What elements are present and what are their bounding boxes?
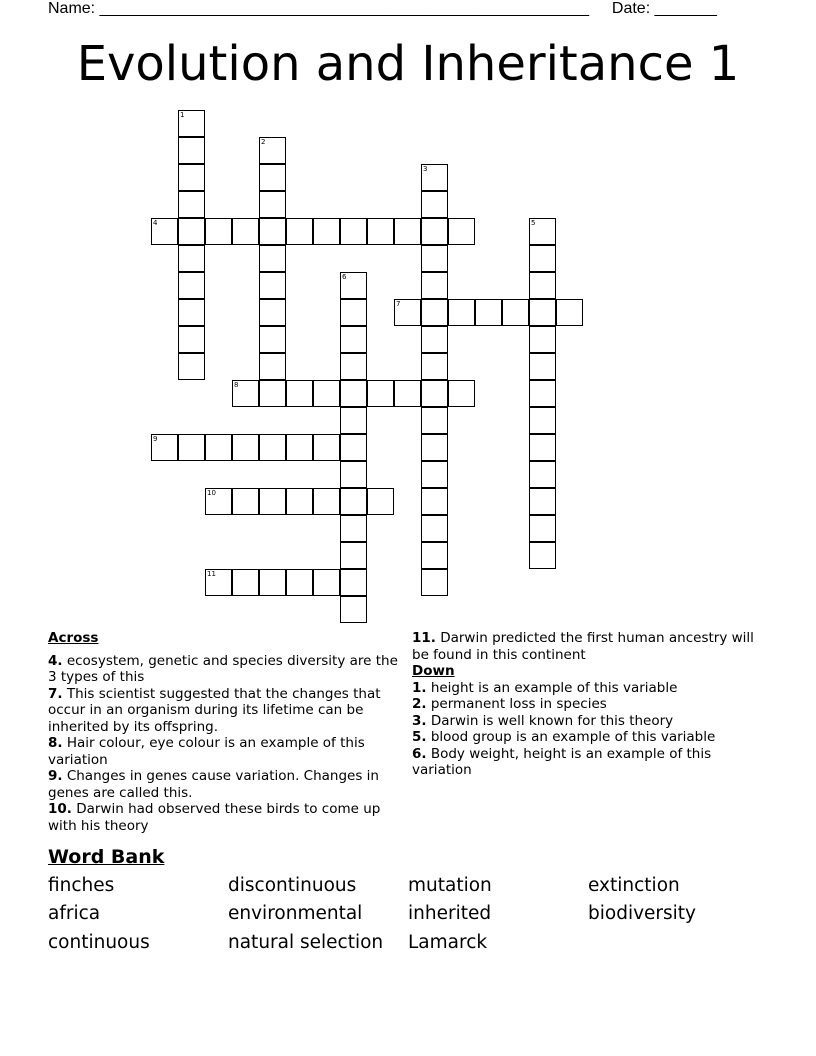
- crossword-cell[interactable]: [259, 299, 286, 326]
- crossword-cell[interactable]: [367, 218, 394, 245]
- clue-number: 10: [207, 489, 216, 497]
- clue-across-9: 9. Changes in genes cause variation. Changes in genes are called this.: [48, 768, 379, 801]
- crossword-cell[interactable]: [421, 515, 448, 542]
- crossword-cell[interactable]: [340, 596, 367, 623]
- word-bank-item: finches: [48, 875, 115, 896]
- crossword-cell[interactable]: [421, 461, 448, 488]
- crossword-cell[interactable]: [178, 245, 205, 272]
- crossword-cell[interactable]: [421, 272, 448, 299]
- crossword-cell[interactable]: [259, 137, 286, 164]
- clue-number: 7: [396, 300, 401, 308]
- crossword-cell[interactable]: [178, 191, 205, 218]
- crossword-cell[interactable]: [259, 245, 286, 272]
- crossword-cell[interactable]: [448, 380, 475, 407]
- clue-down-6: 6. Body weight, height is an example of this variation: [412, 745, 712, 778]
- crossword-cell[interactable]: [340, 542, 367, 569]
- crossword-cell[interactable]: [421, 353, 448, 380]
- crossword-cell[interactable]: [394, 218, 421, 245]
- crossword-cell[interactable]: [556, 299, 583, 326]
- crossword-cell[interactable]: [340, 461, 367, 488]
- crossword-cell[interactable]: [394, 299, 421, 326]
- crossword-cell[interactable]: [529, 407, 556, 434]
- crossword-cell[interactable]: [421, 164, 448, 191]
- crossword-cell[interactable]: [286, 434, 313, 461]
- crossword-cell[interactable]: [259, 191, 286, 218]
- crossword-cell[interactable]: [178, 137, 205, 164]
- crossword-cell[interactable]: [529, 488, 556, 515]
- crossword-cell[interactable]: [421, 326, 448, 353]
- crossword-cell[interactable]: [178, 164, 205, 191]
- clue-across-8: 8. Hair colour, eye colour is an example of this variation: [48, 735, 365, 768]
- clue-number: 8: [234, 381, 239, 389]
- crossword-cell[interactable]: [259, 569, 286, 596]
- crossword-cell[interactable]: [259, 272, 286, 299]
- word-bank-item: environmental: [228, 903, 363, 924]
- crossword-cell[interactable]: [259, 434, 286, 461]
- clue-number: 11: [207, 570, 216, 578]
- crossword-cell[interactable]: [421, 434, 448, 461]
- crossword-cell[interactable]: [529, 299, 556, 326]
- crossword-cell[interactable]: [529, 461, 556, 488]
- clue-number: 1: [180, 111, 185, 119]
- crossword-cell[interactable]: [286, 380, 313, 407]
- crossword-cell[interactable]: [259, 164, 286, 191]
- across-heading: Across: [48, 630, 99, 646]
- crossword-cell[interactable]: [178, 434, 205, 461]
- crossword-cell[interactable]: [529, 353, 556, 380]
- crossword-cell[interactable]: [448, 218, 475, 245]
- crossword-cell[interactable]: [259, 218, 286, 245]
- name-label: Name:: [48, 0, 100, 17]
- crossword-cell[interactable]: [232, 488, 259, 515]
- clue-number: 4: [153, 219, 158, 227]
- crossword-cell[interactable]: [340, 272, 367, 299]
- crossword-cell[interactable]: [151, 434, 178, 461]
- crossword-cell[interactable]: [340, 569, 367, 596]
- crossword-cell[interactable]: [313, 488, 340, 515]
- crossword-cell[interactable]: [421, 245, 448, 272]
- crossword-cell[interactable]: [421, 191, 448, 218]
- crossword-cell[interactable]: [178, 353, 205, 380]
- crossword-cell[interactable]: [313, 569, 340, 596]
- crossword-cell[interactable]: [340, 515, 367, 542]
- clue-across-7: 7. This scientist suggested that the changes that occur in an organism during its lifetime can be inherited by its offspring.: [48, 685, 381, 735]
- clues-right-column: [412, 630, 762, 779]
- crossword-cell[interactable]: [394, 380, 421, 407]
- crossword-cell[interactable]: [421, 407, 448, 434]
- crossword-cell[interactable]: [340, 434, 367, 461]
- crossword-cell[interactable]: [205, 488, 232, 515]
- crossword-cell[interactable]: [367, 488, 394, 515]
- crossword-cell[interactable]: [421, 542, 448, 569]
- name-blank[interactable]: _______________________________________________________: [99, 0, 589, 17]
- crossword-cell[interactable]: [259, 353, 286, 380]
- word-bank-item: africa: [48, 903, 101, 924]
- crossword-cell[interactable]: [340, 299, 367, 326]
- word-bank-item: Lamarck: [408, 932, 488, 953]
- crossword-cell[interactable]: [232, 434, 259, 461]
- crossword-cell[interactable]: [340, 218, 367, 245]
- crossword-cell[interactable]: [340, 407, 367, 434]
- word-bank-item: extinction: [588, 875, 680, 896]
- crossword-cell[interactable]: [529, 272, 556, 299]
- crossword-cell[interactable]: [340, 326, 367, 353]
- crossword-cell[interactable]: [421, 569, 448, 596]
- clue-across-4: 4. ecosystem, genetic and species diversity are the 3 types of this: [48, 652, 398, 685]
- clue-down-2: 2. permanent loss in species: [412, 696, 607, 712]
- crossword-cell[interactable]: [529, 434, 556, 461]
- crossword-cell[interactable]: [232, 218, 259, 245]
- crossword-cell[interactable]: [340, 380, 367, 407]
- crossword-cell[interactable]: [313, 380, 340, 407]
- crossword-cell[interactable]: [313, 434, 340, 461]
- clue-across-10: 10. Darwin had observed these birds to come up with his theory: [48, 801, 381, 834]
- clue-number: 2: [261, 138, 266, 146]
- crossword-cell[interactable]: [178, 110, 205, 137]
- crossword-cell[interactable]: [205, 569, 232, 596]
- crossword-cell[interactable]: [340, 353, 367, 380]
- crossword-cell[interactable]: [205, 434, 232, 461]
- clue-number: 6: [342, 273, 347, 281]
- crossword-cell[interactable]: [178, 272, 205, 299]
- clue-number: 3: [423, 165, 428, 173]
- clue-down-1: 1. height is an example of this variable: [412, 679, 678, 696]
- word-bank-item: discontinuous: [228, 875, 357, 896]
- crossword-cell[interactable]: [232, 380, 259, 407]
- clue-down-5: 5. blood group is an example of this variable: [412, 729, 716, 745]
- crossword-cell[interactable]: [529, 326, 556, 353]
- crossword-cell[interactable]: [340, 488, 367, 515]
- crossword-cell[interactable]: [259, 488, 286, 515]
- crossword-cell[interactable]: [421, 218, 448, 245]
- date-label: Date:: [611, 0, 655, 17]
- crossword-cell[interactable]: [421, 380, 448, 407]
- crossword-cell[interactable]: [313, 218, 340, 245]
- clue-down-3: 3. Darwin is well known for this theory: [412, 712, 674, 729]
- crossword-cell[interactable]: [205, 218, 232, 245]
- page-title: Evolution and Inheritance 1: [76, 36, 740, 92]
- word-bank-item: biodiversity: [588, 903, 697, 924]
- crossword-cell[interactable]: [421, 488, 448, 515]
- crossword-cell[interactable]: [502, 299, 529, 326]
- crossword-cell[interactable]: [259, 380, 286, 407]
- crossword-cell[interactable]: [286, 569, 313, 596]
- date-blank[interactable]: _______: [654, 0, 717, 17]
- word-bank-item: natural selection: [228, 932, 384, 953]
- clue-number: 9: [153, 435, 158, 443]
- crossword-cell[interactable]: [232, 569, 259, 596]
- crossword-cell[interactable]: [529, 515, 556, 542]
- crossword-cell[interactable]: [448, 299, 475, 326]
- crossword-cell[interactable]: [475, 299, 502, 326]
- crossword-cell[interactable]: [178, 299, 205, 326]
- crossword-cell[interactable]: [367, 380, 394, 407]
- clue-across-11: 11. Darwin predicted the first human ancestry will be found in this continent: [412, 630, 754, 663]
- crossword-cell[interactable]: [178, 218, 205, 245]
- word-bank-item: continuous: [48, 932, 150, 953]
- crossword-cell[interactable]: [286, 218, 313, 245]
- crossword-cell[interactable]: [529, 245, 556, 272]
- word-bank-item: mutation: [408, 875, 492, 896]
- crossword-cell[interactable]: [178, 326, 205, 353]
- crossword-cell[interactable]: [151, 218, 178, 245]
- crossword-cell[interactable]: [529, 218, 556, 245]
- crossword-cell[interactable]: [529, 380, 556, 407]
- crossword-cell[interactable]: [259, 326, 286, 353]
- clues-left-column: [48, 630, 408, 834]
- word-bank-item: inherited: [408, 903, 492, 924]
- word-bank-title: Word Bank: [48, 846, 165, 868]
- crossword-cell[interactable]: [529, 542, 556, 569]
- crossword-cell[interactable]: [421, 299, 448, 326]
- down-heading: Down: [412, 663, 455, 679]
- crossword-cell[interactable]: [286, 488, 313, 515]
- clue-number: 5: [531, 219, 536, 227]
